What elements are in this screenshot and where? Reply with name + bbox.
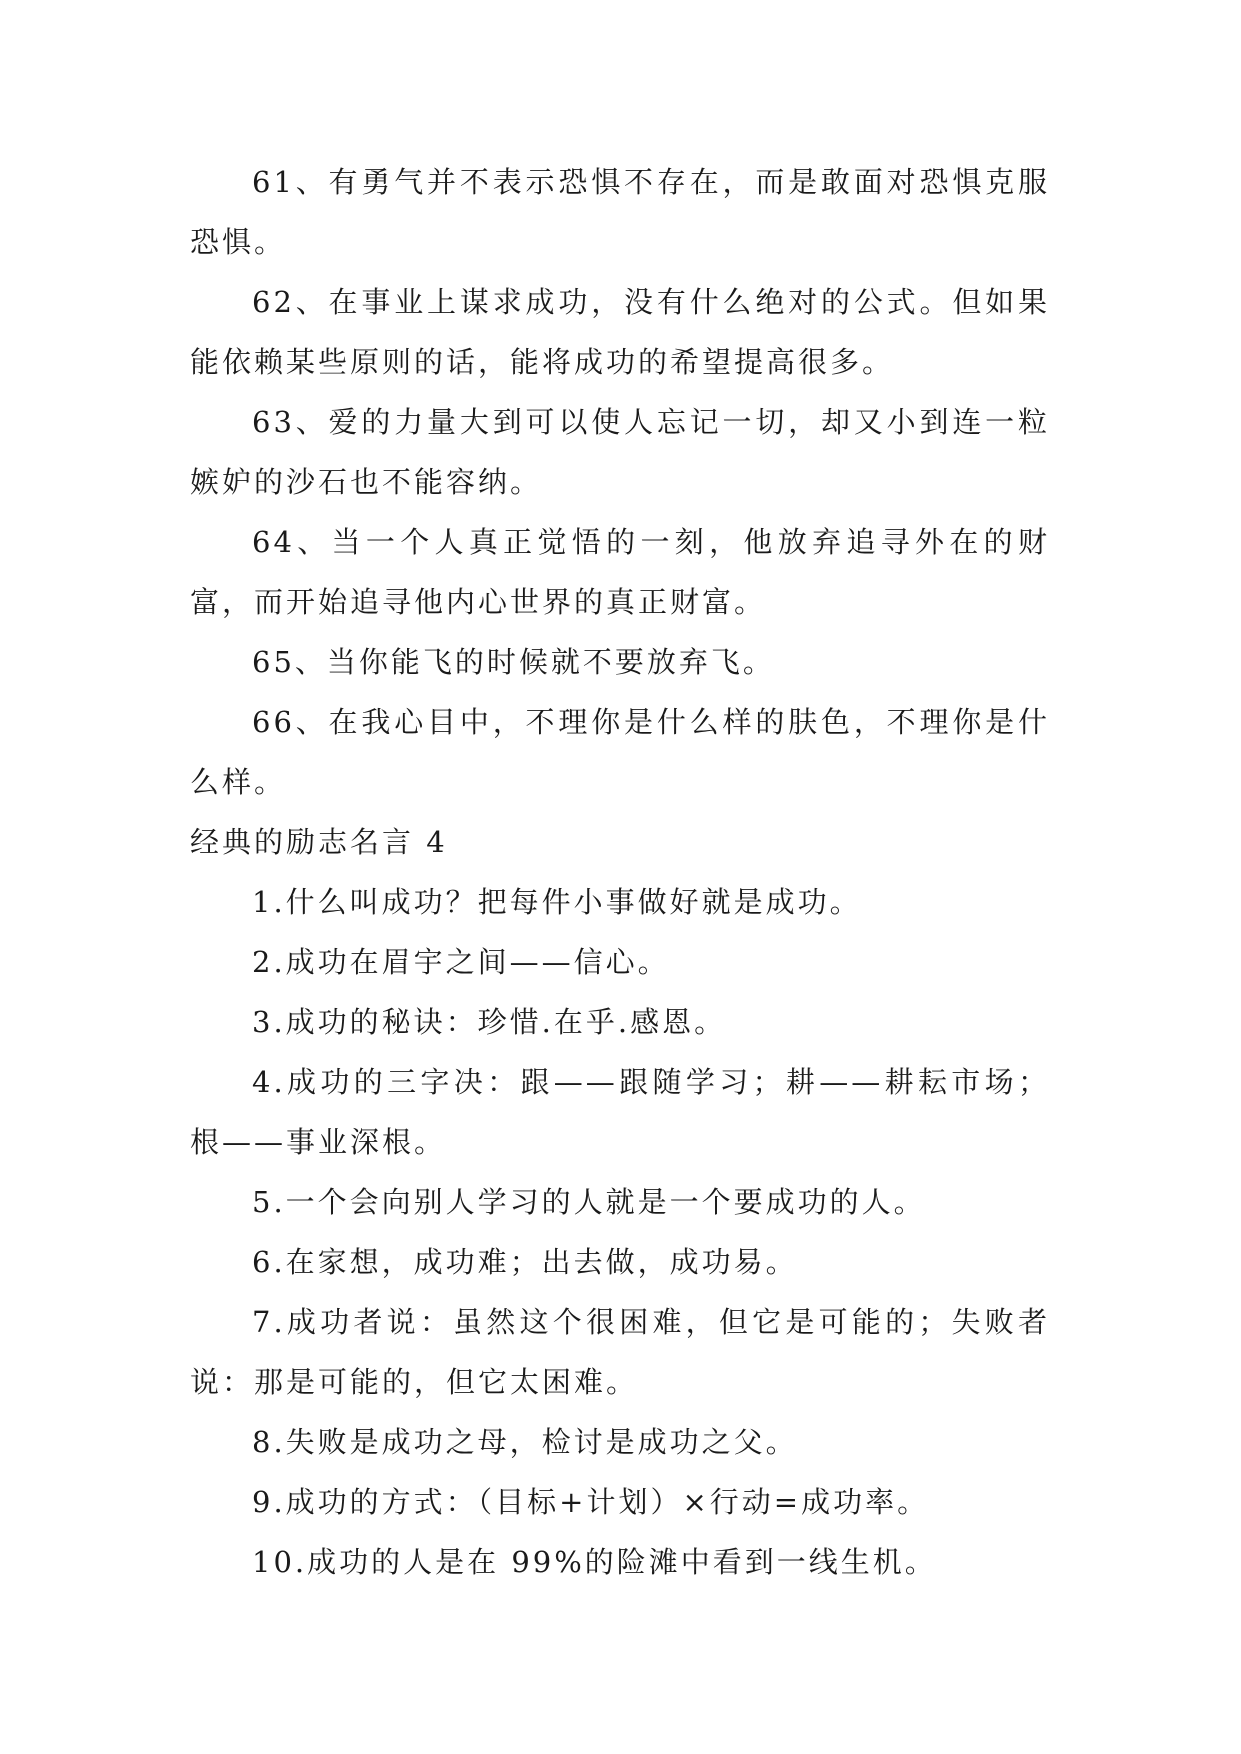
section-heading: 经典的励志名言 4: [190, 825, 448, 859]
quote-2: 2.成功在眉宇之间——信心。: [252, 945, 670, 979]
quote-6: 6.在家想，成功难；出去做，成功易。: [252, 1245, 798, 1279]
quote-7: 7.成功者说：虽然这个很困难，但它是可能的；失败者说：那是可能的，但它太困难。: [190, 1305, 1050, 1399]
quote-5: 5.一个会向别人学习的人就是一个要成功的人。: [252, 1185, 926, 1219]
quote-9: 9.成功的方式：（目标+计划）×行动=成功率。: [252, 1485, 930, 1519]
quote-66: 66、在我心目中，不理你是什么样的肤色，不理你是什么样。: [190, 705, 1050, 799]
quote-10: 10.成功的人是在 99%的险滩中看到一线生机。: [252, 1545, 937, 1579]
quote-8: 8.失败是成功之母，检讨是成功之父。: [252, 1425, 798, 1459]
quote-3: 3.成功的秘诀：珍惜.在乎.感恩。: [252, 1005, 727, 1039]
quote-65: 65、当你能飞的时候就不要放弃飞。: [252, 645, 775, 679]
quote-4: 4.成功的三字决：跟——跟随学习；耕——耕耘市场；根——事业深根。: [190, 1065, 1050, 1159]
quote-64: 64、当一个人真正觉悟的一刻，他放弃追寻外在的财富，而开始追寻他内心世界的真正财富。: [190, 525, 1050, 619]
quote-62: 62、在事业上谋求成功，没有什么绝对的公式。但如果能依赖某些原则的话，能将成功的希望提高很多。: [190, 285, 1050, 379]
document-page: [190, 152, 1050, 1592]
quote-1: 1.什么叫成功？把每件小事做好就是成功。: [252, 885, 862, 919]
quote-61: 61、有勇气并不表示恐惧不存在，而是敢面对恐惧克服恐惧。: [190, 165, 1050, 259]
quote-63: 63、爱的力量大到可以使人忘记一切，却又小到连一粒嫉妒的沙石也不能容纳。: [190, 405, 1050, 499]
